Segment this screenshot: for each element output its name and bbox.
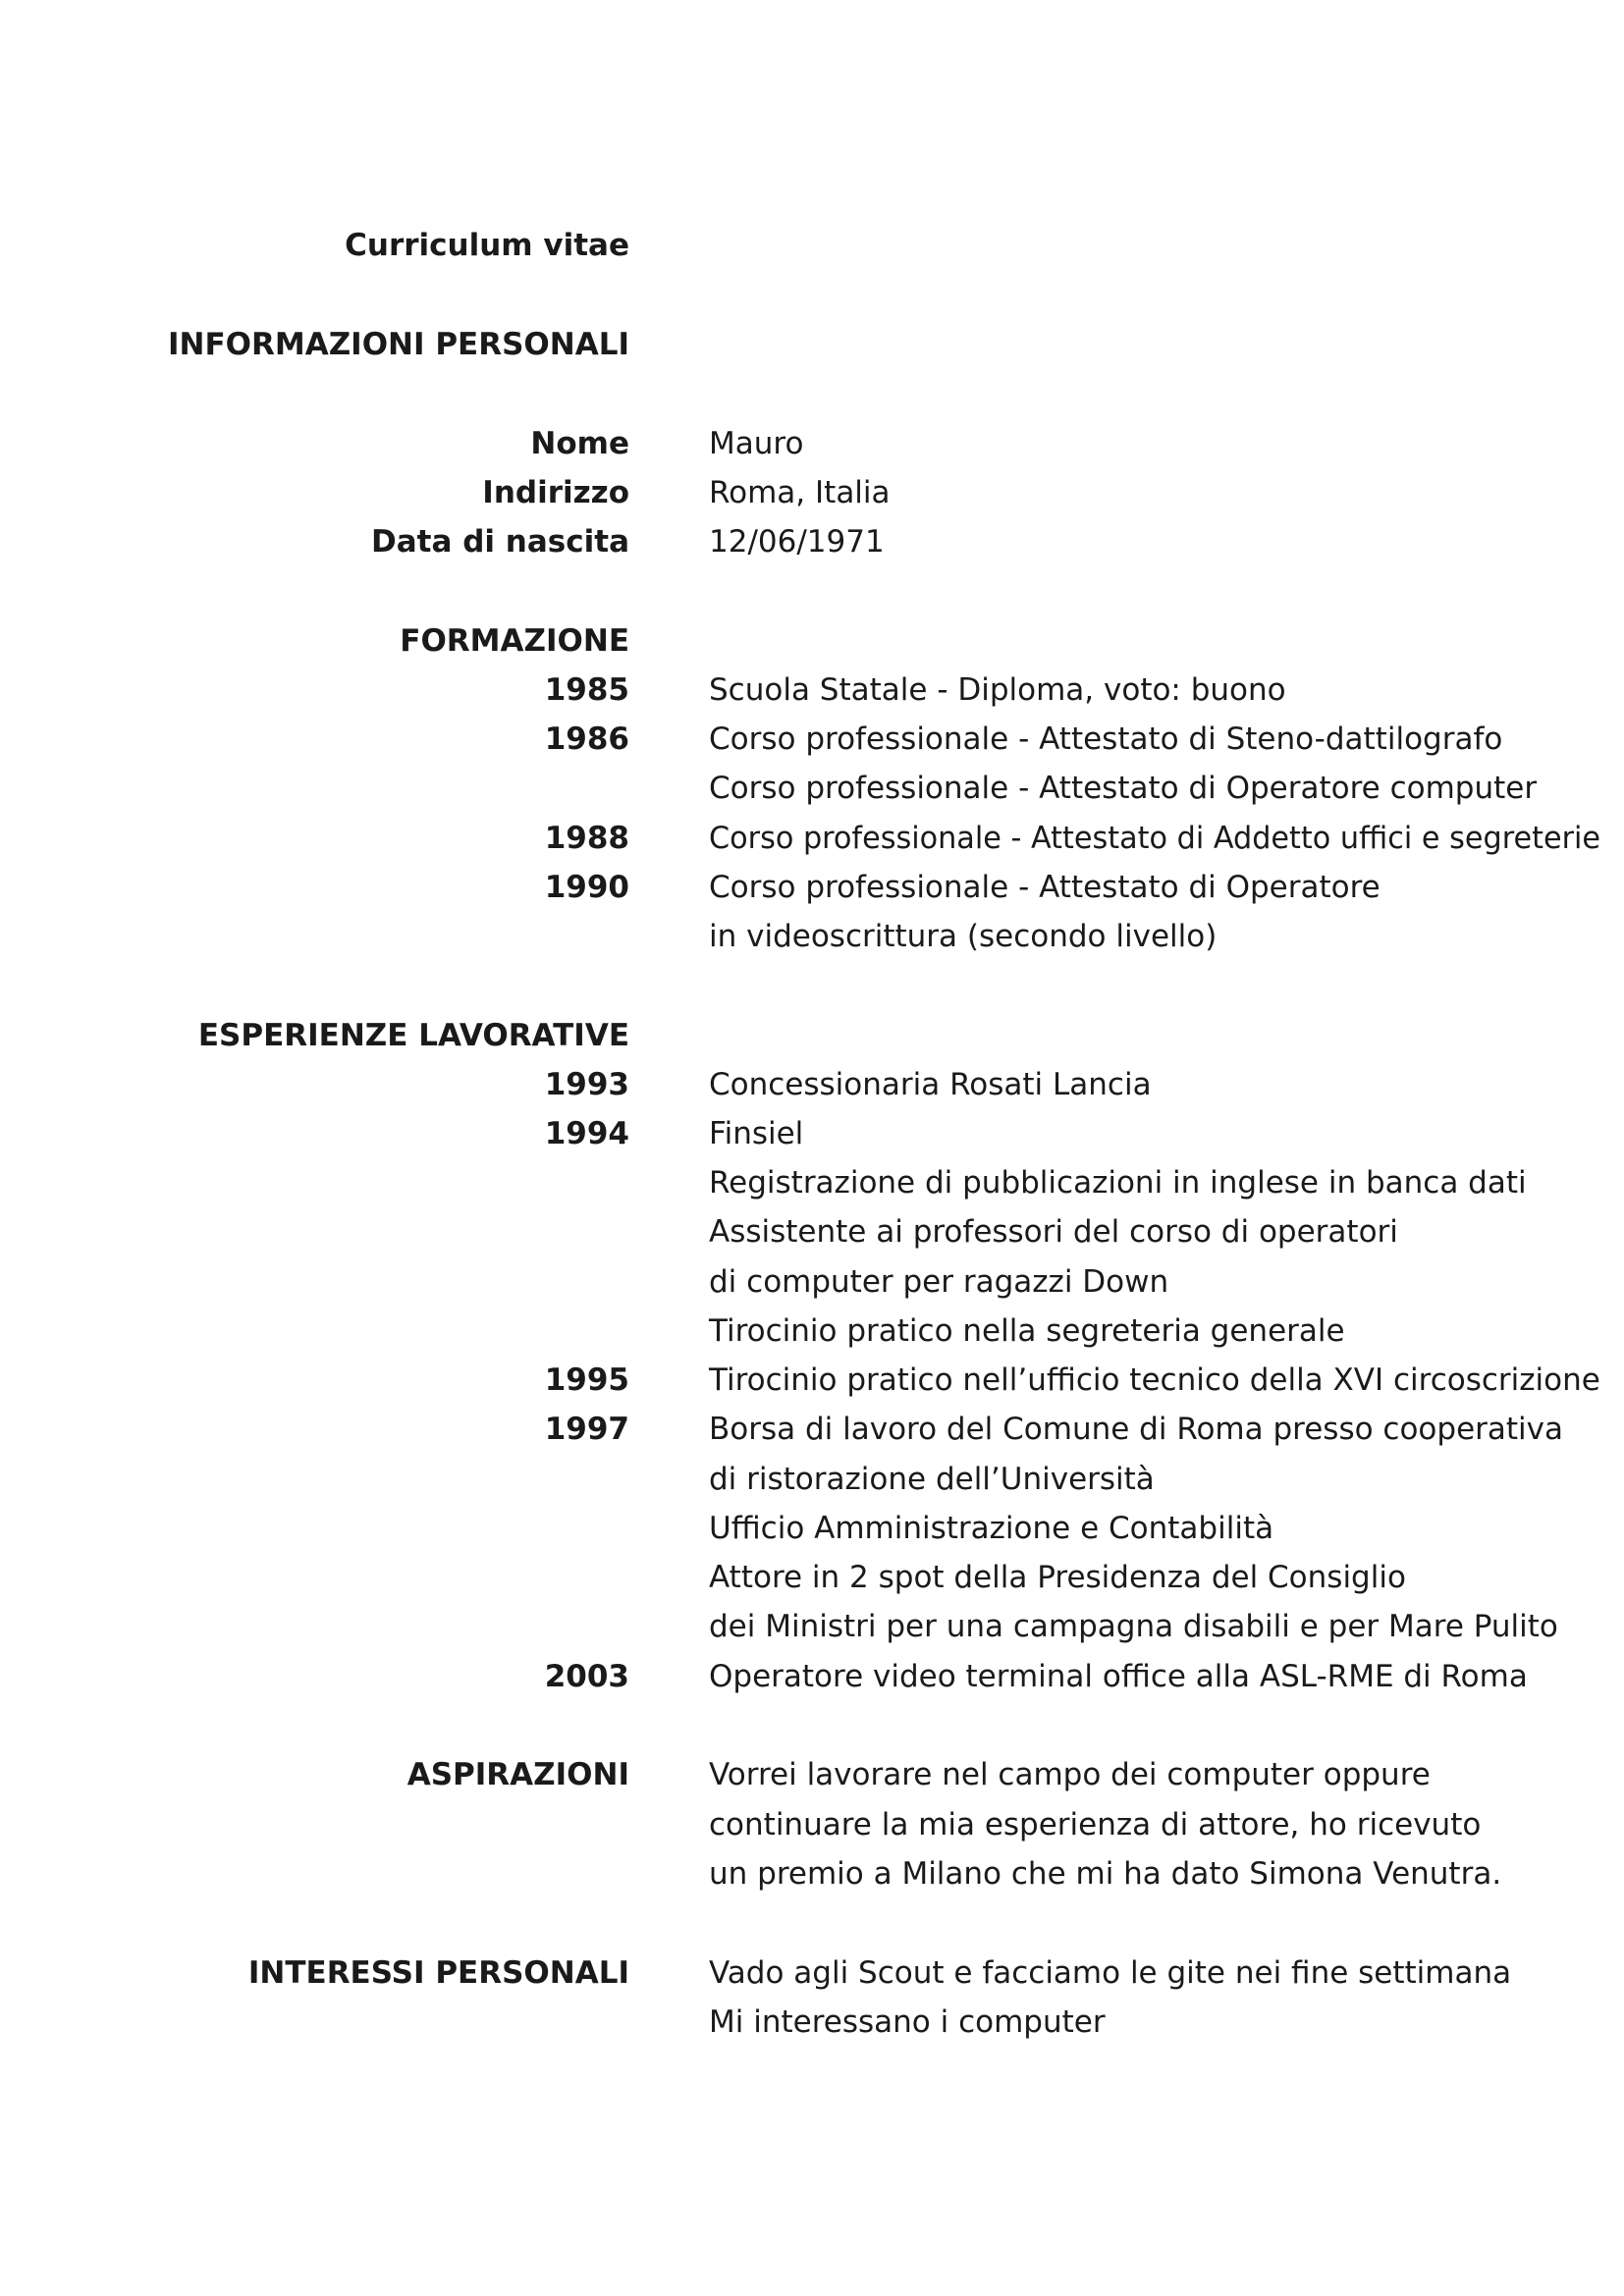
experience-entry-continuation	[0, 1158, 1624, 1207]
section-aspirations-continuation	[0, 1800, 1624, 1849]
experience-entry	[0, 1652, 1624, 1701]
experience-entry-continuation	[0, 1257, 1624, 1307]
entry-line: dei Ministri per una campagna disabili e per Mare Pulito	[709, 1609, 1558, 1644]
field-label: Nome	[530, 426, 629, 461]
entry-line: Borsa di lavoro del Comune di Roma presso cooperativa	[709, 1412, 1563, 1447]
experience-entry-continuation	[0, 1207, 1624, 1256]
experience-entry-continuation	[0, 1504, 1624, 1553]
field-value: Mauro	[709, 426, 804, 461]
entry-year: 1994	[544, 1116, 629, 1151]
experience-entry	[0, 1109, 1624, 1158]
experience-entry-continuation	[0, 1553, 1624, 1602]
paragraph-line: un premio a Milano che mi ha dato Simona Venutra.	[709, 1856, 1502, 1892]
entry-line: in videoscrittura (secondo livello)	[709, 919, 1218, 954]
field-value: Roma, Italia	[709, 475, 891, 510]
experience-entry	[0, 1060, 1624, 1109]
entry-year: 1986	[544, 721, 629, 757]
entry-line: di computer per ragazzi Down	[709, 1264, 1169, 1300]
entry-year: 1988	[544, 821, 629, 856]
education-entry-continuation	[0, 764, 1624, 813]
section-aspirations-heading: ASPIRAZIONI	[406, 1757, 629, 1792]
section-personal-heading: INFORMAZIONI PERSONALI	[167, 327, 629, 362]
field-label: Indirizzo	[482, 475, 629, 510]
entry-line: Corso professionale - Attestato di Addetto uffici e segreterie	[709, 821, 1601, 856]
education-entry-continuation	[0, 912, 1624, 961]
paragraph-line: Vado agli Scout e facciamo le gite nei fine settimana	[709, 1955, 1512, 1991]
section-experience-heading-row	[0, 1011, 1624, 1060]
section-education-heading: FORMAZIONE	[400, 623, 629, 659]
document-title-row	[0, 221, 1624, 270]
entry-year: 1990	[544, 870, 629, 905]
section-education-heading-row	[0, 616, 1624, 666]
entry-line: Concessionaria Rosati Lancia	[709, 1067, 1152, 1102]
entry-year: 1993	[544, 1067, 629, 1102]
entry-year: 1985	[544, 672, 629, 708]
entry-line: Registrazione di pubblicazioni in inglese in banca dati	[709, 1165, 1527, 1201]
section-aspirations	[0, 1750, 1624, 1799]
document-title: Curriculum vitae	[345, 228, 629, 263]
experience-entry-continuation	[0, 1455, 1624, 1504]
experience-entry-continuation	[0, 1307, 1624, 1356]
entry-line: Assistente ai professori del corso di operatori	[709, 1214, 1398, 1250]
entry-line: Finsiel	[709, 1116, 804, 1151]
entry-line: Scuola Statale - Diploma, voto: buono	[709, 672, 1286, 708]
field-value: 12/06/1971	[709, 524, 885, 560]
education-entry	[0, 666, 1624, 715]
personal-field-birthdate	[0, 517, 1624, 566]
entry-year: 1995	[544, 1362, 629, 1398]
section-experience-heading: ESPERIENZE LAVORATIVE	[197, 1018, 629, 1053]
entry-line: Operatore video terminal office alla ASL-RME di Roma	[709, 1659, 1528, 1694]
paragraph-line: Vorrei lavorare nel campo dei computer oppure	[709, 1757, 1431, 1792]
section-interests-heading: INTERESSI PERSONALI	[247, 1955, 629, 1991]
paragraph-line: continuare la mia esperienza di attore, ho ricevuto	[709, 1807, 1482, 1842]
entry-line: Corso professionale - Attestato di Operatore	[709, 870, 1380, 905]
entry-line: di ristorazione dell’Università	[709, 1462, 1155, 1497]
education-entry	[0, 715, 1624, 764]
entry-line: Ufficio Amministrazione e Contabilità	[709, 1511, 1274, 1546]
section-personal-heading-row	[0, 320, 1624, 369]
entry-line: Tirocinio pratico nell’ufficio tecnico della XVI circoscrizione	[709, 1362, 1600, 1398]
experience-entry	[0, 1356, 1624, 1405]
entry-year: 1997	[544, 1412, 629, 1447]
experience-entry-continuation	[0, 1602, 1624, 1651]
entry-year: 2003	[544, 1659, 629, 1694]
entry-line: Attore in 2 spot della Presidenza del Consiglio	[709, 1560, 1406, 1595]
field-label: Data di nascita	[371, 524, 629, 560]
paragraph-line: Mi interessano i computer	[709, 2004, 1106, 2040]
section-aspirations-continuation	[0, 1849, 1624, 1898]
education-entry	[0, 814, 1624, 863]
experience-entry	[0, 1405, 1624, 1454]
personal-field-address	[0, 468, 1624, 517]
entry-line: Tirocinio pratico nella segreteria generale	[709, 1313, 1345, 1349]
entry-line: Corso professionale - Attestato di Operatore computer	[709, 771, 1538, 806]
section-interests-continuation	[0, 1998, 1624, 2047]
education-entry	[0, 863, 1624, 912]
personal-field-name	[0, 419, 1624, 468]
section-interests	[0, 1949, 1624, 1998]
entry-line: Corso professionale - Attestato di Steno-dattilografo	[709, 721, 1503, 757]
